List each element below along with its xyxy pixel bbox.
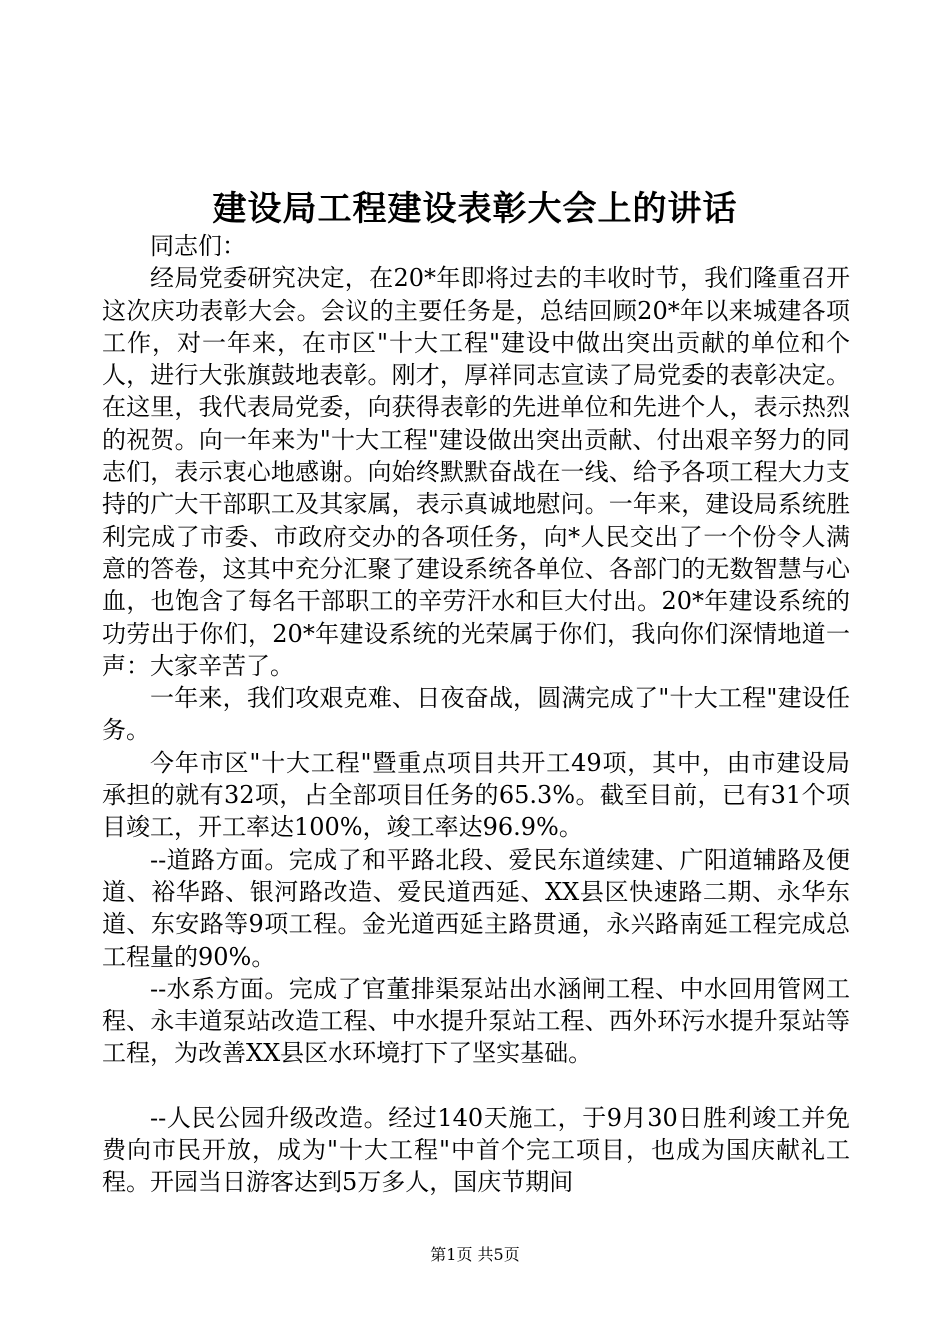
- paragraph-projects: 今年市区"十大工程"暨重点项目共开工49项，其中，由市建设局承担的就有32项，占全部项目任务的65.3%。截至目前，已有31个项目竣工，开工率达100%，竣工率达96.9%。: [102, 748, 850, 842]
- paragraph-water: --水系方面。完成了官董排渠泵站出水涵闸工程、中水回用管网工程、永丰道泵站改造工程、中水提升泵站工程、西外环污水提升泵站等工程，为改善XX县区水环境打下了坚实基础。: [102, 974, 850, 1068]
- paragraph-summary: 一年来，我们攻艰克难、日夜奋战，圆满完成了"十大工程"建设任务。: [102, 684, 850, 745]
- document-body: [102, 230, 850, 1199]
- page-number: 第1页 共5页: [430, 1245, 520, 1264]
- paragraph-park: --人民公园升级改造。经过140天施工，于9月30日胜利竣工并免费向市民开放，成为"十大工程"中首个完工项目，也成为国庆献礼工程。开园当日游客达到5万多人，国庆节期间: [102, 1103, 850, 1197]
- paragraph-opening: 经局党委研究决定，在20*年即将过去的丰收时节，我们隆重召开这次庆功表彰大会。会议的主要任务是，总结回顾20*年以来城建各项工作，对一年来，在市区"十大工程"建设中做出突出贡献的单位和个人，进行大张旗鼓地表彰。刚才，厚祥同志宣读了局党委的表彰决定。在这里，我代表局党委，向获得表彰的先进单位和先进个人，表示热烈的祝贺。向一年来为"十大工程"建设做出突出贡献、付出艰辛努力的同志们，表示衷心地感谢。向始终默默奋战在一线、给予各项工程大力支持的广大干部职工及其家属，表示真诚地慰问。一年来，建设局系统胜利完成了市委、市政府交办的各项任务，向*人民交出了一个份令人满意的答卷，这其中充分汇聚了建设系统各单位、各部门的无数智慧与心血，也饱含了每名干部职工的辛劳汗水和巨大付出。20*年建设系统的功劳出于你们，20*年建设系统的光荣属于你们，我向你们深情地道一声：大家辛苦了。: [102, 264, 850, 680]
- salutation: 同志们：: [150, 232, 246, 260]
- paragraph-roads: --道路方面。完成了和平路北段、爱民东道续建、广阳道辅路及便道、裕华路、银河路改造、爱民道西延、XX县区快速路二期、永华东道、东安路等9项工程。金光道西延主路贯通，永兴路南延工程完成总工程量的90%。: [102, 845, 850, 971]
- document-title: 建设局工程建设表彰大会上的讲话: [212, 189, 738, 229]
